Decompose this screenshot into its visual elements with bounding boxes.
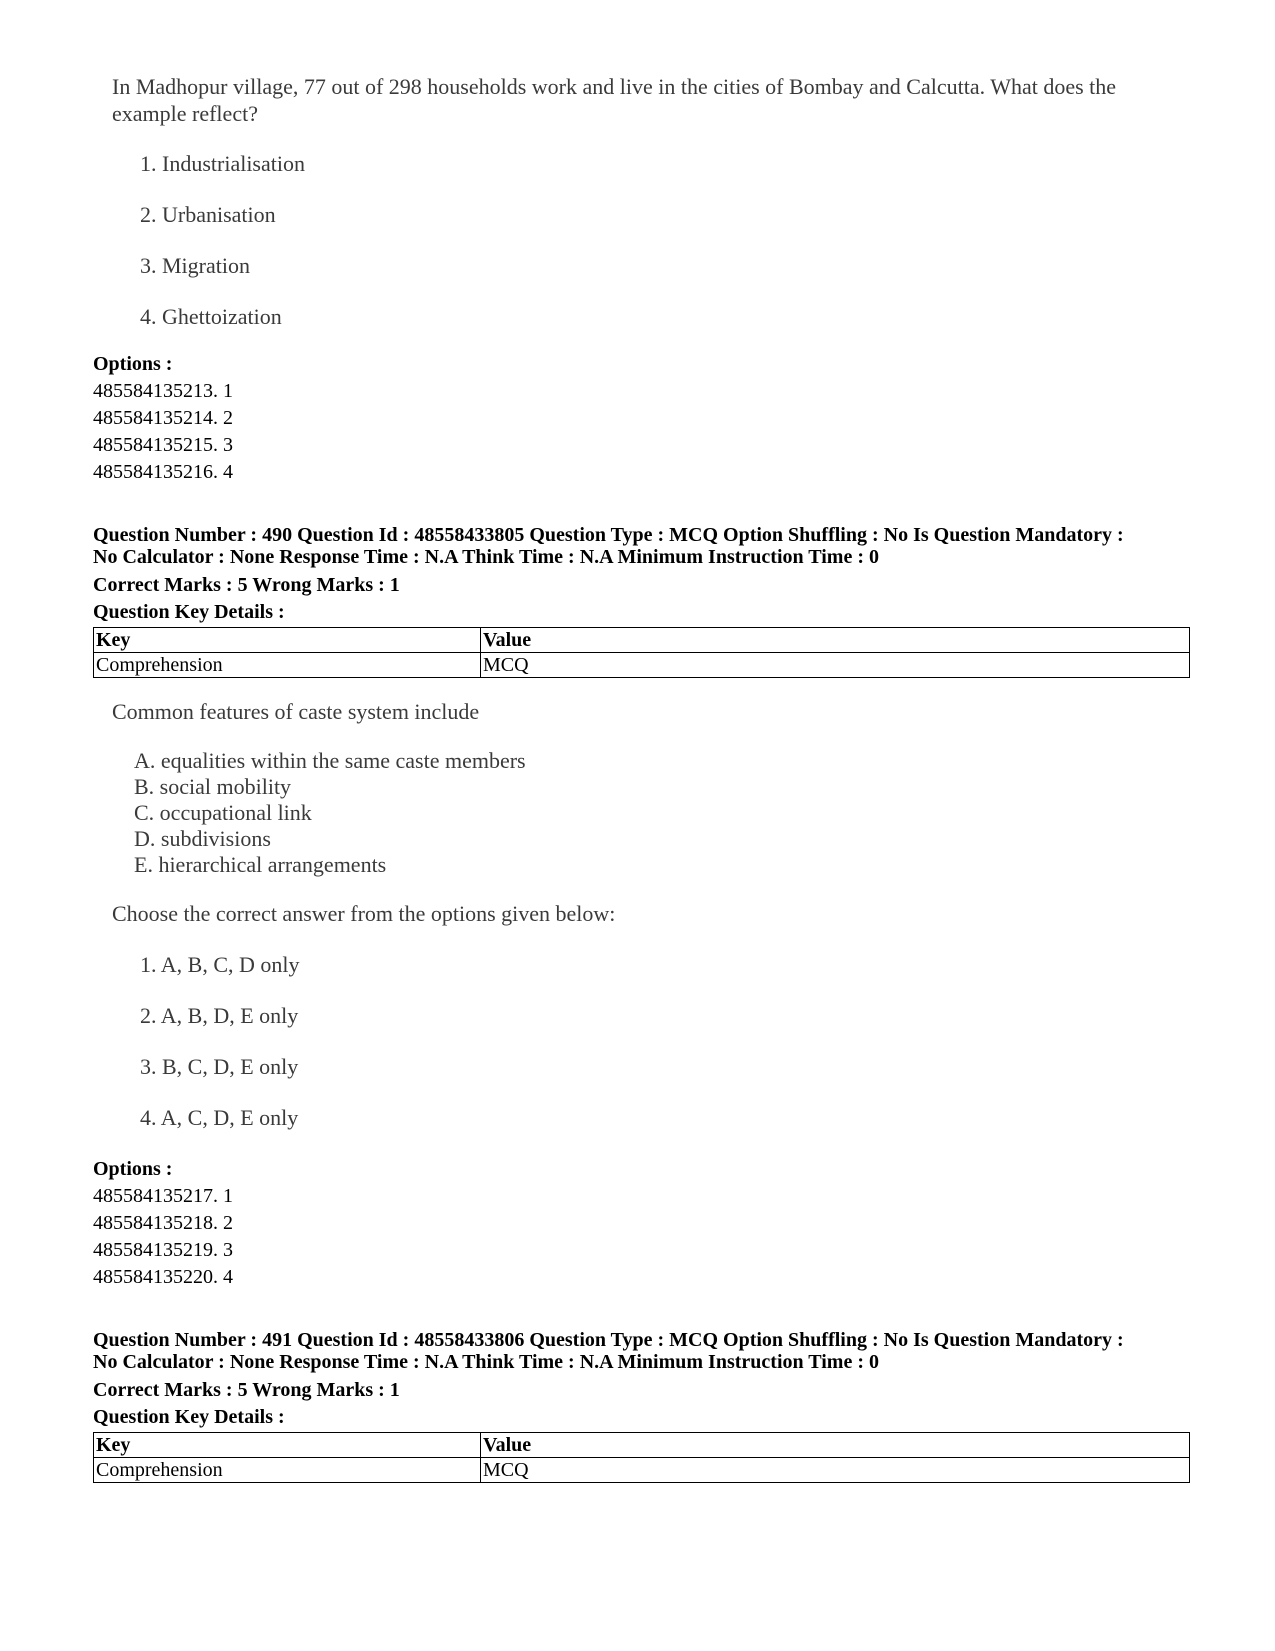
option-id: 485584135220. 4 xyxy=(93,1266,233,1288)
option-id: 485584135213. 1 xyxy=(93,380,233,402)
option-id: 485584135216. 4 xyxy=(93,461,233,483)
question-489-image xyxy=(112,73,1162,343)
answer-choice: 3. Migration xyxy=(140,253,250,278)
question-490-image xyxy=(112,698,1162,1138)
answer-choice: 3. B, C, D, E only xyxy=(140,1054,299,1079)
statement: A. equalities within the same caste members xyxy=(134,748,526,773)
table-header: Key xyxy=(94,1433,481,1458)
answer-choice: 1. A, B, C, D only xyxy=(140,952,300,977)
table-cell: MCQ xyxy=(481,653,1190,678)
answer-choice: 2. A, B, D, E only xyxy=(140,1003,299,1028)
option-id: 485584135218. 2 xyxy=(93,1212,233,1234)
answer-choice: 1. Industrialisation xyxy=(140,151,305,176)
marks-line: Correct Marks : 5 Wrong Marks : 1 xyxy=(93,574,400,596)
instruction-text: Choose the correct answer from the options given below: xyxy=(112,901,616,926)
options-label: Options : xyxy=(93,1158,173,1180)
table-header: Value xyxy=(481,1433,1190,1458)
question-text: Common features of caste system include xyxy=(112,699,480,724)
option-id: 485584135215. 3 xyxy=(93,434,233,456)
table-cell: Comprehension xyxy=(94,653,481,678)
question-meta: Question Number : 491 Question Id : 48558433806 Question Type : MCQ Option Shuffling : No Is Question Mandatory : xyxy=(93,1329,1124,1351)
table-cell: Comprehension xyxy=(94,1458,481,1483)
question-meta: No Calculator : None Response Time : N.A Think Time : N.A Minimum Instruction Time : 0 xyxy=(93,1351,879,1373)
option-id: 485584135219. 3 xyxy=(93,1239,233,1261)
table-header: Key xyxy=(94,628,481,653)
option-id: 485584135217. 1 xyxy=(93,1185,233,1207)
key-details-label: Question Key Details : xyxy=(93,601,285,623)
question-text: In Madhopur village, 77 out of 298 households work and live in the cities of Bombay and Calcutta. What does the example reflect? xyxy=(112,74,1117,126)
statement: E. hierarchical arrangements xyxy=(134,852,387,877)
table-cell: MCQ xyxy=(481,1458,1190,1483)
key-details-table xyxy=(93,1432,1190,1483)
table-header: Value xyxy=(481,628,1190,653)
question-meta: No Calculator : None Response Time : N.A Think Time : N.A Minimum Instruction Time : 0 xyxy=(93,546,879,568)
options-label: Options : xyxy=(93,353,173,375)
key-details-label: Question Key Details : xyxy=(93,1406,285,1428)
answer-choice: 2. Urbanisation xyxy=(140,202,276,227)
option-id: 485584135214. 2 xyxy=(93,407,233,429)
answer-choice: 4. Ghettoization xyxy=(140,304,282,329)
question-meta: Question Number : 490 Question Id : 48558433805 Question Type : MCQ Option Shuffling : No Is Question Mandatory : xyxy=(93,524,1124,546)
answer-choice: 4. A, C, D, E only xyxy=(140,1105,299,1130)
statement: B. social mobility xyxy=(134,774,292,799)
marks-line: Correct Marks : 5 Wrong Marks : 1 xyxy=(93,1379,400,1401)
statement: C. occupational link xyxy=(134,800,312,825)
key-details-table xyxy=(93,627,1190,678)
statement: D. subdivisions xyxy=(134,826,271,851)
